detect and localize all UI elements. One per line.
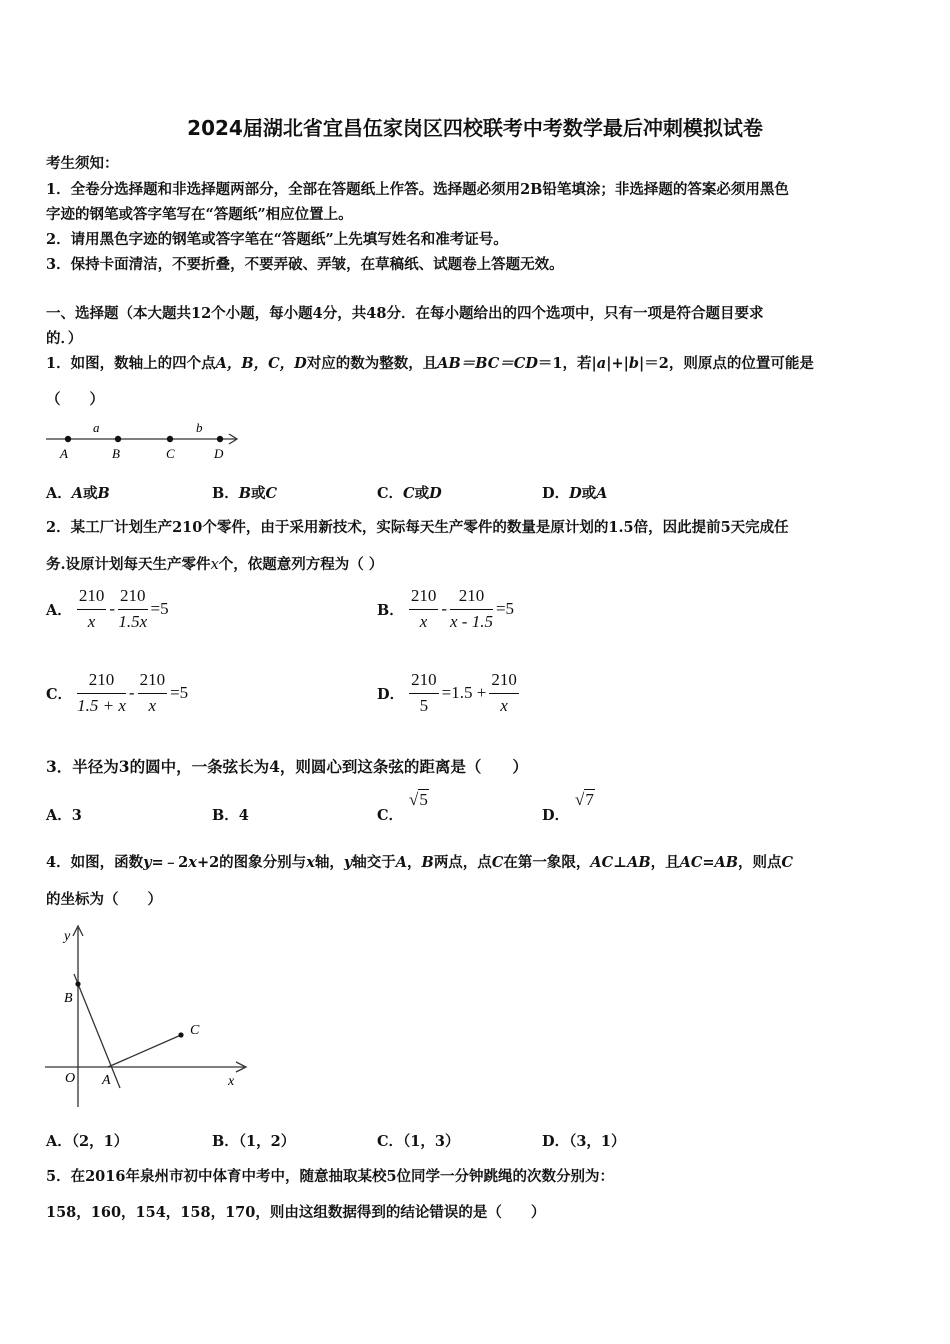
q3-option-a: A．3 (46, 807, 82, 824)
q4-option-d: D．（3，1） (542, 1133, 626, 1150)
q1-option-a: A．A或B (46, 485, 110, 502)
coordinate-figure (40, 922, 250, 1112)
B-label: B (64, 991, 73, 1006)
x-label: x (228, 1074, 235, 1089)
q1-option-b: B．B或C (212, 485, 278, 502)
question-5-stem-line-1: 5．在2016年泉州市初中体育中考中，随意抽取某校5位同学一分钟跳绳的次数分别为： (46, 1168, 615, 1185)
label-D: D (214, 446, 224, 461)
point-b-dot (75, 981, 80, 986)
q3-option-d: D． (542, 807, 570, 824)
notice-line-2: 2．请用黑色字迹的钢笔或答字笔在“答题纸”上先填写姓名和准考证号。 (46, 231, 508, 248)
point-a-dot (65, 436, 71, 442)
q4-option-a: A．（2，1） (46, 1133, 129, 1150)
label-B: B (112, 446, 120, 461)
q2-option-b: B． $\frac{210}{x}$ - $\frac{210}{x - 1.5}$ =5 (377, 586, 515, 631)
q2-option-c: C． $\frac{210}{1.5 + x}$ - $\frac{210}{x}$ =5 (46, 670, 189, 715)
segment-ac (108, 1035, 181, 1067)
notice-heading: 考生须知： (46, 155, 119, 172)
question-3-stem: 3．半径为3的圆中，一条弦长为4，则圆心到这条弦的距离是（ ） (46, 757, 528, 776)
O-label: O (65, 1071, 76, 1086)
label-b-lower: b (196, 420, 203, 435)
question-4-stem-line-2: 的坐标为（ ） (46, 891, 162, 908)
line-ab (74, 974, 120, 1088)
q2-option-d: D． $\frac{210}{5}$ =1.5 + $\frac{210}{x}$ (377, 670, 517, 715)
section-1-instructions: 一、选择题（本大题共12个小题，每小题4分，共48分．在每小题给出的四个选项中，只有一项是符合题目要求 (46, 305, 764, 322)
q3-option-b: B．4 (212, 807, 249, 824)
question-2-stem-line-2: 务.设原计划每天生产零件x个，依题意列方程为（ ） (46, 556, 384, 573)
question-1-paren: （ ） (46, 391, 104, 408)
q3-option-c: C． (377, 807, 404, 824)
notice-line-1a: 1．全卷分选择题和非选择题两部分，全部在答题纸上作答。选择题必须用2B铅笔填涂；非选择题的答案必须用黑色 (46, 181, 789, 198)
q1-option-c: C．C或D (377, 485, 442, 502)
q4-option-b: B．（1，2） (212, 1133, 296, 1150)
y-label: y (64, 929, 71, 944)
q2-option-a: A． $\frac{210}{x}$ - $\frac{210}{1.5x}$ =5 (46, 586, 169, 631)
question-5-stem-line-2: 158，160，154，158，170，则由这组数据得到的结论错误的是（ ） (46, 1204, 546, 1221)
number-line-figure (40, 415, 250, 465)
notice-line-1b: 字迹的钢笔或答字笔写在“答题纸”相应位置上。 (46, 206, 353, 223)
point-c-dot (167, 436, 173, 442)
label-A: A (60, 446, 68, 461)
A-label: A (102, 1073, 111, 1088)
point-d-dot (217, 436, 223, 442)
q3-option-d-sqrt: √7 (575, 790, 594, 809)
section-1-instructions-end: 的．） (46, 330, 83, 347)
question-4-stem: 4．如图，函数y=﹣2x+2的图象分别与x轴，y轴交于A，B两点，点C在第一象限，AC⊥AB，且AC=AB，则点C (46, 854, 794, 871)
q4-option-c: C．（1，3） (377, 1133, 460, 1150)
page-title: 2024届湖北省宜昌伍家岗区四校联考中考数学最后冲刺模拟试卷 (187, 116, 763, 140)
C-label: C (190, 1023, 200, 1038)
label-a-lower: a (93, 420, 100, 435)
q1-option-d: D．D或A (542, 485, 608, 502)
question-1-stem: 1．如图，数轴上的四个点A，B，C，D对应的数为整数，且AB＝BC＝CD＝1，若|a|+|b|＝2，则原点的位置可能是 (46, 355, 814, 372)
point-c-dot (178, 1032, 183, 1037)
label-C: C (166, 446, 175, 461)
q3-option-c-sqrt: √5 (409, 790, 428, 809)
notice-line-3: 3．保持卡面清洁，不要折叠，不要弄破、弄皱，在草稿纸、试题卷上答题无效。 (46, 256, 564, 273)
question-2-stem-line-1: 2．某工厂计划生产210个零件，由于采用新技术，实际每天生产零件的数量是原计划的1.5倍，因此提前5天完成任 (46, 519, 789, 536)
point-b-dot (115, 436, 121, 442)
